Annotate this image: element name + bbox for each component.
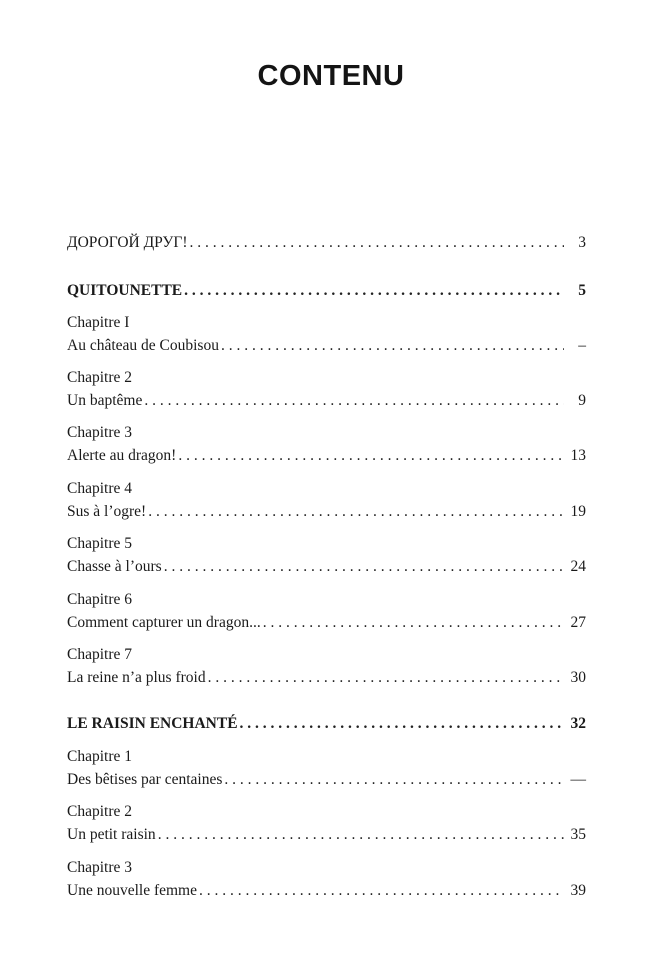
toc-chapter-entry [67, 880, 586, 902]
dot-leader [184, 280, 564, 302]
toc-entry-page: 30 [570, 669, 586, 686]
page-title: CONTENU [257, 60, 405, 92]
toc-chapter-entry [67, 769, 586, 791]
toc-chapter-label: Chapitre 3 [67, 424, 132, 441]
toc-entry-page: 3 [578, 234, 586, 251]
toc-entry-page: 39 [570, 882, 586, 899]
toc-entry-title: Au château de Coubisou [67, 335, 221, 357]
toc-chapter-entry [67, 824, 586, 846]
toc-chapter-label: Chapitre 7 [67, 646, 132, 663]
toc-entry-title: La reine n’a plus froid [67, 667, 208, 689]
dot-leader [158, 824, 564, 846]
toc-entry-title: Chasse à l’ours [67, 556, 164, 578]
dot-leader [148, 501, 564, 523]
toc-chapter-entry [67, 445, 586, 467]
toc-chapter-entry [67, 556, 586, 578]
toc-chapter-label: Chapitre 5 [67, 535, 132, 552]
toc-entry-title: Un baptême [67, 390, 144, 412]
toc-entry-page: 19 [570, 503, 586, 520]
toc-chapter-entry [67, 501, 586, 523]
toc-entry-title: Des bêtises par centaines [67, 769, 224, 791]
dot-leader [164, 556, 564, 578]
toc-chapter-label: Chapitre 1 [67, 748, 132, 765]
dot-leader [240, 713, 564, 735]
toc-entry-page: 32 [570, 715, 586, 732]
toc-entry-title: ДОРОГОЙ ДРУГ! [67, 232, 190, 254]
toc-entry-page: – [578, 337, 586, 354]
toc-entry-page: — [570, 771, 586, 788]
dot-leader [178, 445, 564, 467]
dot-leader [263, 612, 564, 634]
dot-leader [224, 769, 564, 791]
toc-section-title: QUITOUNETTE [67, 280, 184, 302]
toc-chapter-label: Chapitre 2 [67, 369, 132, 386]
toc-entry-page: 13 [570, 447, 586, 464]
toc-entry-page: 9 [578, 392, 586, 409]
toc-entry-title: Comment capturer un dragon... [67, 612, 263, 634]
dot-leader [199, 880, 564, 902]
toc-chapter-entry [67, 612, 586, 634]
toc-entry-title: Un petit raisin [67, 824, 158, 846]
dot-leader [221, 335, 564, 357]
toc-section-quitounette [67, 280, 586, 302]
dot-leader [208, 667, 564, 689]
toc-entry-page: 24 [570, 558, 586, 575]
toc-chapter-entry [67, 667, 586, 689]
dot-leader [144, 390, 564, 412]
toc-chapter-entry [67, 335, 586, 357]
toc-section-title: LE RAISIN ENCHANTÉ [67, 713, 240, 735]
toc-chapter-label: Chapitre 6 [67, 591, 132, 608]
toc-entry-page: 35 [570, 826, 586, 843]
toc-chapter-entry [67, 390, 586, 412]
toc-entry-dear-friend [67, 232, 586, 254]
toc-entry-page: 27 [570, 614, 586, 631]
toc-chapter-label: Chapitre 4 [67, 480, 132, 497]
dot-leader [190, 232, 564, 254]
toc-chapter-label: Chapitre I [67, 314, 130, 331]
toc-section-le-raisin-enchante [67, 713, 586, 735]
toc-entry-page: 5 [578, 282, 586, 299]
toc-entry-title: Une nouvelle femme [67, 880, 199, 902]
toc-chapter-label: Chapitre 2 [67, 803, 132, 820]
toc-entry-title: Sus à l’ogre! [67, 501, 148, 523]
toc-chapter-label: Chapitre 3 [67, 859, 132, 876]
toc-entry-title: Alerte au dragon! [67, 445, 178, 467]
